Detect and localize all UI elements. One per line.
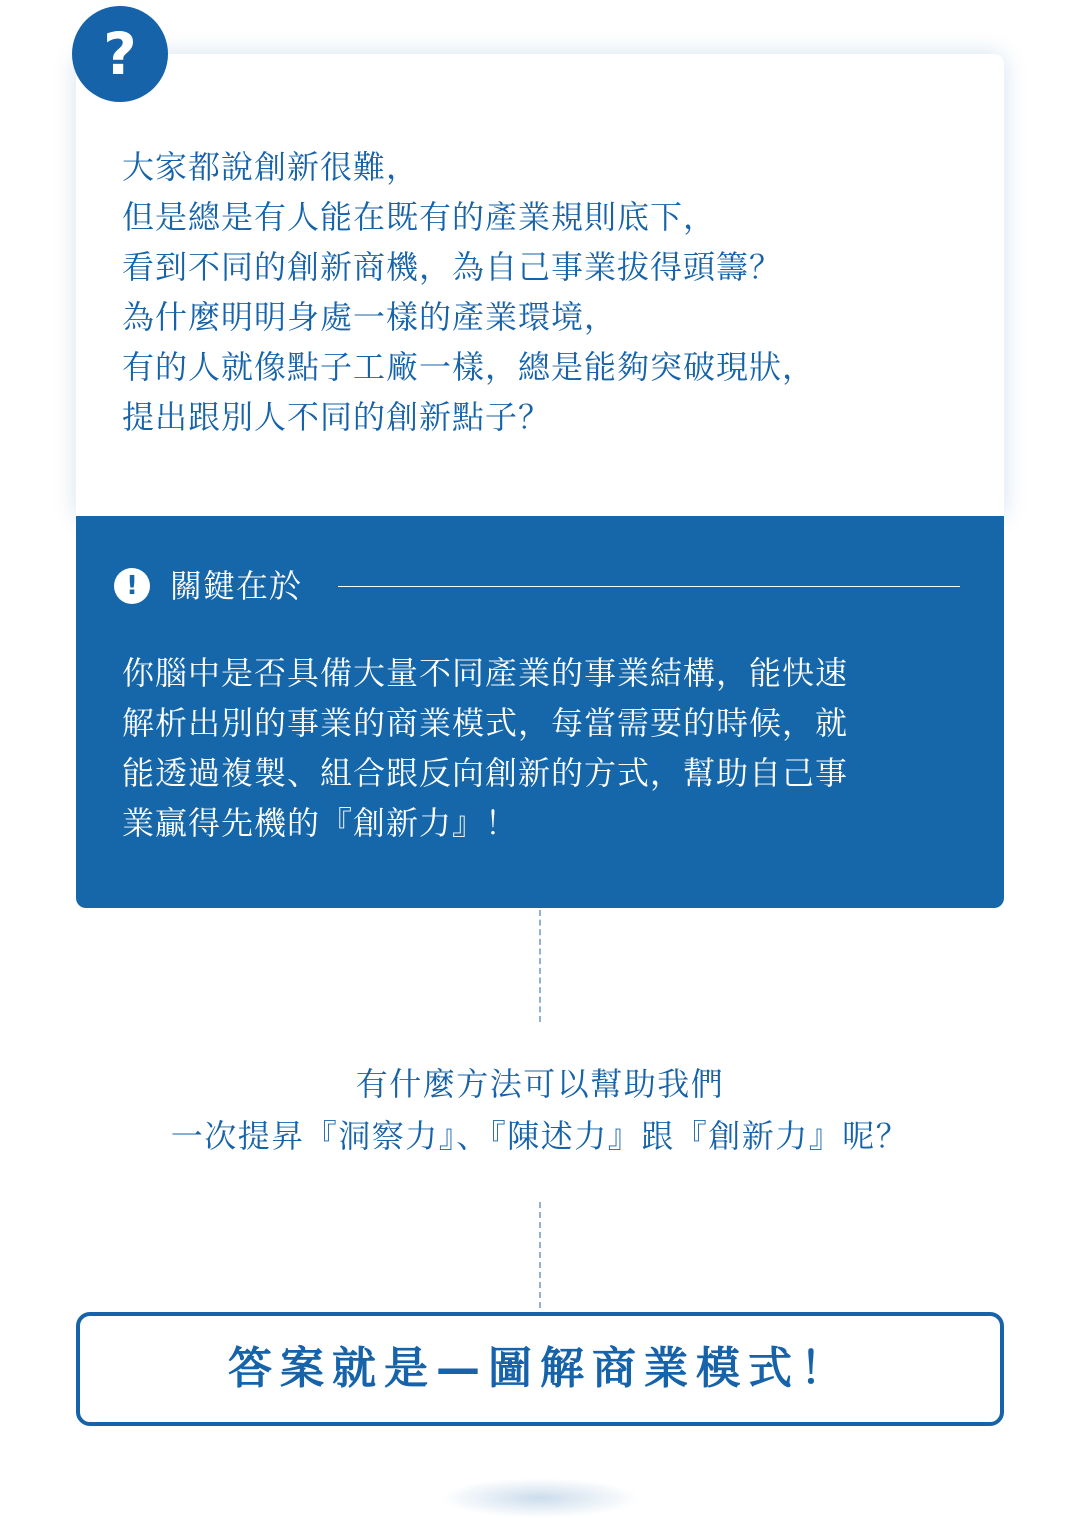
- question-line: 提出跟別人不同的創新點子？: [122, 398, 552, 436]
- question-mark-icon: ?: [72, 6, 168, 102]
- transition-question: [0, 1058, 1080, 1162]
- key-point-line: 解析出別的事業的商業模式，每當需要的時候，就: [122, 704, 849, 742]
- key-point-line: 你腦中是否具備大量不同產業的事業結構，能快速: [122, 654, 849, 692]
- key-point-panel: [76, 516, 1004, 908]
- question-line: 大家都說創新很難，: [122, 148, 420, 186]
- exclamation-icon: !: [114, 568, 150, 604]
- transition-line: 有什麼方法可以幫助我們: [355, 1065, 725, 1103]
- bottom-shadow-decoration: [440, 1478, 640, 1518]
- question-line: 為什麼明明身處一樣的產業環境，: [122, 298, 618, 336]
- answer-box: [76, 1312, 1004, 1426]
- question-line: 看到不同的創新商機，為自己事業拔得頭籌？: [122, 248, 783, 286]
- key-point-text: [122, 648, 848, 848]
- answer-text: 答案就是—圖解商業模式！: [228, 1343, 852, 1394]
- dashed-connector: [539, 1202, 541, 1308]
- transition-line: 一次提昇『洞察力』、『陳述力』跟『創新力』呢？: [170, 1117, 910, 1155]
- key-point-line: 業贏得先機的『創新力』！: [122, 804, 519, 842]
- key-point-header: [114, 566, 960, 606]
- question-line: 有的人就像點子工廠一樣，總是能夠突破現狀，: [122, 348, 816, 386]
- key-point-title: 關鍵在於: [170, 567, 303, 605]
- key-point-line: 能透過複製、組合跟反向創新的方式，幫助自己事: [122, 754, 849, 792]
- question-text: [122, 142, 815, 442]
- question-card: [76, 54, 1004, 516]
- header-divider: [338, 586, 960, 587]
- question-line: 但是總是有人能在既有的產業規則底下，: [122, 198, 717, 236]
- dashed-connector: [539, 910, 541, 1022]
